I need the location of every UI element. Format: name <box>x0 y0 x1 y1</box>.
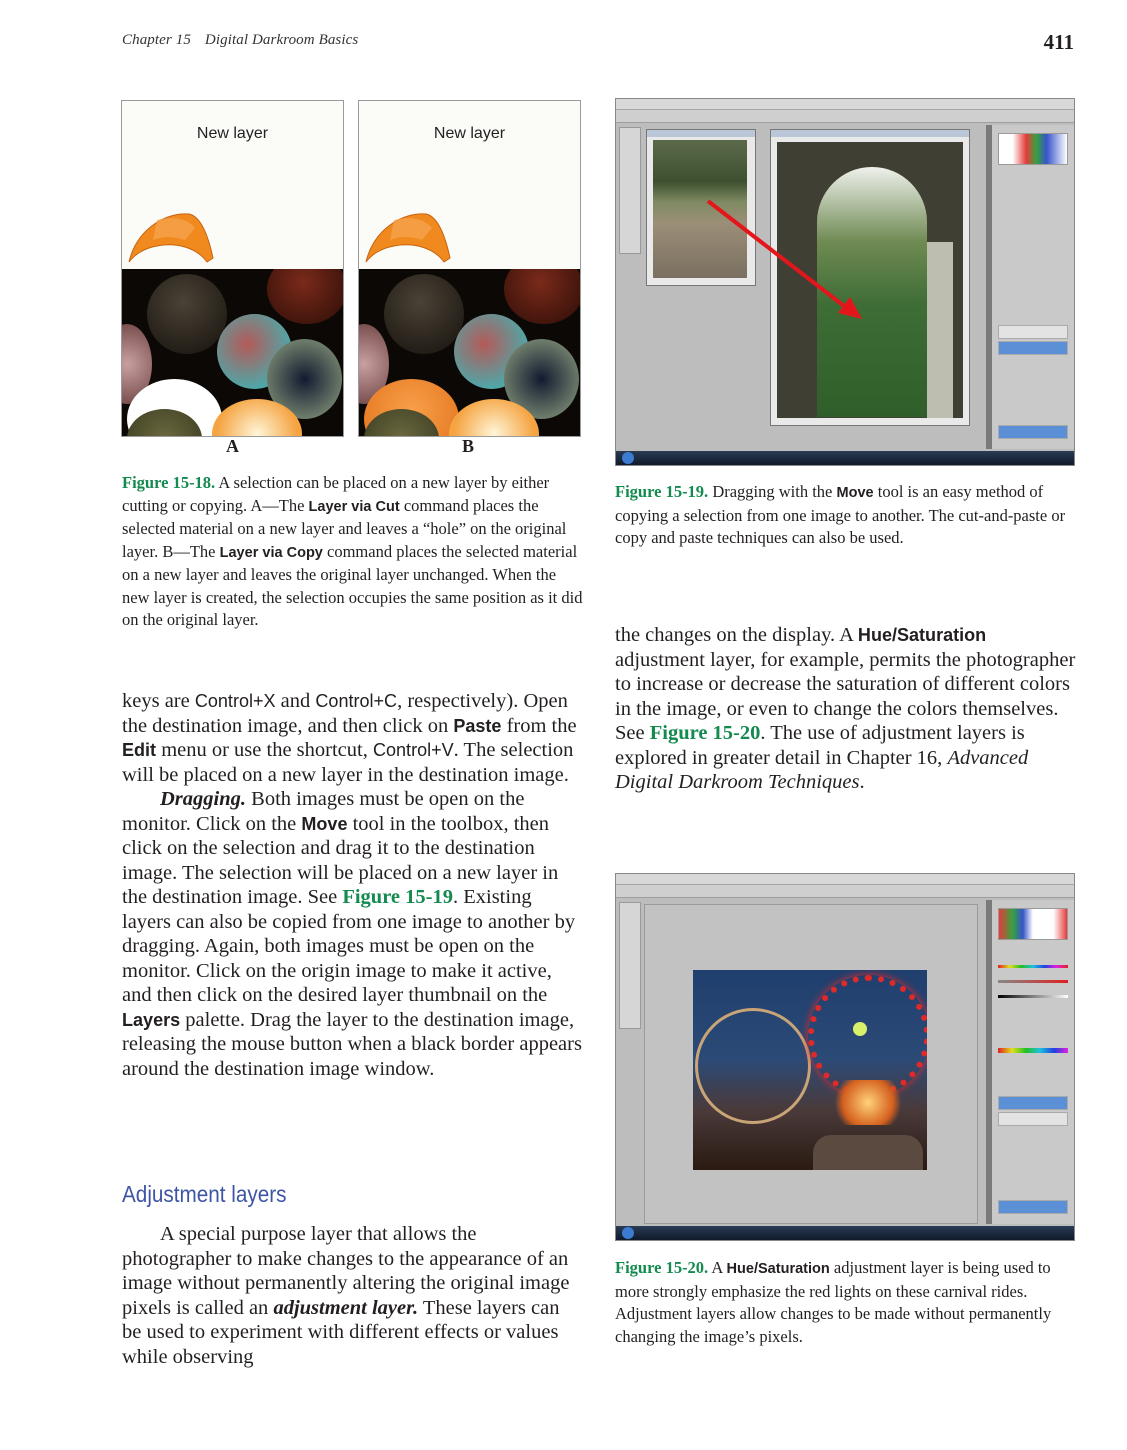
carnival-photo <box>693 970 927 1170</box>
shortcut: Control+V <box>372 740 454 760</box>
marbles-photo-unchanged <box>359 269 580 436</box>
shortcut: Control+C <box>315 691 398 711</box>
panel-label: New layer <box>196 125 269 142</box>
figure-15-20-screenshot <box>615 873 1075 1241</box>
figure-ref: Figure 15-19. <box>615 482 709 501</box>
background-layer-row[interactable] <box>998 1112 1068 1126</box>
command-name: Hue/Saturation <box>857 625 987 645</box>
hue-slider[interactable] <box>998 965 1068 968</box>
color-spectrum-bar <box>998 1048 1068 1053</box>
history-row-selected[interactable] <box>998 1200 1068 1214</box>
figure-15-19-screenshot <box>615 98 1075 466</box>
section-heading: Adjustment layers <box>122 1181 287 1207</box>
figure-panel-b <box>358 100 581 437</box>
defined-term: adjustment layer. <box>273 1296 419 1319</box>
caption-text: A <box>708 1258 727 1277</box>
taskbar <box>616 1226 1074 1240</box>
command-name: Layer via Copy <box>219 544 323 561</box>
chapter-title: Digital Darkroom Basics <box>204 32 359 48</box>
menu-bar <box>616 874 1074 885</box>
left-column-text-2 <box>122 1222 582 1369</box>
left-column-text <box>122 689 582 1081</box>
adjustment-layer-row-selected[interactable] <box>998 1096 1068 1110</box>
command-name: Hue/Saturation <box>726 1261 830 1277</box>
menu-command: Paste <box>453 715 502 736</box>
chapter-number: Chapter 15 <box>122 32 191 48</box>
paragraph: A special purpose layer that allows the photographer to make changes to the appearance of an image without permanently altering the original image pixels is called an adjustment layer. These layers can be used to experiment with different effects or values while observing <box>122 1223 570 1368</box>
orange-marble-fragment-image <box>364 206 454 266</box>
histogram-panel <box>998 133 1068 165</box>
panels-dock <box>986 900 1074 1224</box>
figure-15-20-caption <box>615 1257 1077 1348</box>
run-in-heading: Dragging. <box>160 788 247 810</box>
saturation-slider[interactable] <box>998 980 1068 983</box>
figure-15-19-caption <box>615 481 1077 550</box>
caption-text: adjustment layer is being used to more strongly emphasize the red lights on these carnival rides. Adjustment layers allow changes to be made without permanently changing the image’s pixels. <box>615 1258 1052 1346</box>
palette-name: Layers <box>122 1009 181 1030</box>
figure-link[interactable]: Figure 15-19 <box>342 886 453 908</box>
shortcut: Control+X <box>194 691 276 711</box>
panel-letter-a: A <box>226 436 239 456</box>
command-name: Layer via Cut <box>308 498 400 515</box>
panel-label: New layer <box>433 125 506 142</box>
lightness-slider[interactable] <box>998 995 1068 998</box>
panels-dock <box>986 125 1074 449</box>
figure-ref: Figure 15-18. <box>122 473 216 492</box>
caption-text: tool is an easy method of copying a selection from one image to another. The cut-and-paste or copy and paste techniques can also be used. <box>615 482 1066 547</box>
figure-panel-a <box>121 100 344 437</box>
caption-text: command places the selected material on a new layer and leaves the original layer unchanged. When the new layer is created, the selection occupies the same position as it did on the original layer. <box>122 541 583 629</box>
start-button-icon[interactable] <box>622 452 634 464</box>
caption-text: A selection can be placed on a new layer by either cutting or copying. A—The <box>122 473 550 515</box>
layer-row-selected[interactable] <box>998 341 1068 355</box>
figure-link[interactable]: Figure 15-20 <box>649 722 761 744</box>
page-number: 411 <box>1043 30 1074 54</box>
taskbar <box>616 451 1074 465</box>
tool-name: Move <box>836 485 874 501</box>
start-button-icon[interactable] <box>622 1227 634 1239</box>
history-row-selected[interactable] <box>998 425 1068 439</box>
figure-15-18 <box>121 100 583 460</box>
running-head <box>122 32 358 49</box>
caption-text: Dragging with the <box>708 482 837 501</box>
figure-ref: Figure 15-20. <box>615 1258 709 1277</box>
histogram-panel <box>998 908 1068 940</box>
orange-marble-fragment-image <box>127 206 217 266</box>
menu-name: Edit <box>122 740 157 760</box>
right-column-text <box>615 623 1077 795</box>
marbles-photo-with-hole <box>122 269 343 436</box>
figure-15-18-caption <box>122 472 584 632</box>
paragraph: keys are Control+X and Control+C, respectively). Open the destination image, and then click on Paste from the Edit menu or use the shortcut, Control+V. The selection will be placed on a new layer in the destination image. <box>122 690 577 786</box>
caption-text: command places the selected material on a new layer and leaves a “hole” on the original layer. B—The <box>122 495 567 561</box>
chapter-title-ref: Advanced Digital Darkroom Techniques <box>615 746 1029 793</box>
toolbox <box>619 902 641 1029</box>
paragraph: Dragging. Both images must be open on the monitor. Click on the Move tool in the toolbox, then click on the selection and drag it to the destination image. The selection will be placed on a new layer in the destination image. See Figure 15-19. Existing layers can also be copied from one image to another by dragging. Again, both images must be open on the monitor. Click on the origin image to make it active, and then click on the desired layer thumbnail on the Layers palette. Drag the layer to the destination image, releasing the mouse button when a black border appears around the destination image window. <box>122 788 582 1080</box>
tool-name: Move <box>301 813 348 834</box>
layer-row[interactable] <box>998 325 1068 339</box>
paragraph: the changes on the display. A Hue/Saturation adjustment layer, for example, permits the photographer to increase or decrease the saturation of different colors in the image, or even to change the colors themselves. See Figure 15-20. The use of adjustment layers is explored in greater detail in Chapter 16, Advanced Digital Darkroom Techniques. <box>615 624 1076 793</box>
options-bar <box>616 885 1074 898</box>
panel-letter-b: B <box>462 436 475 456</box>
